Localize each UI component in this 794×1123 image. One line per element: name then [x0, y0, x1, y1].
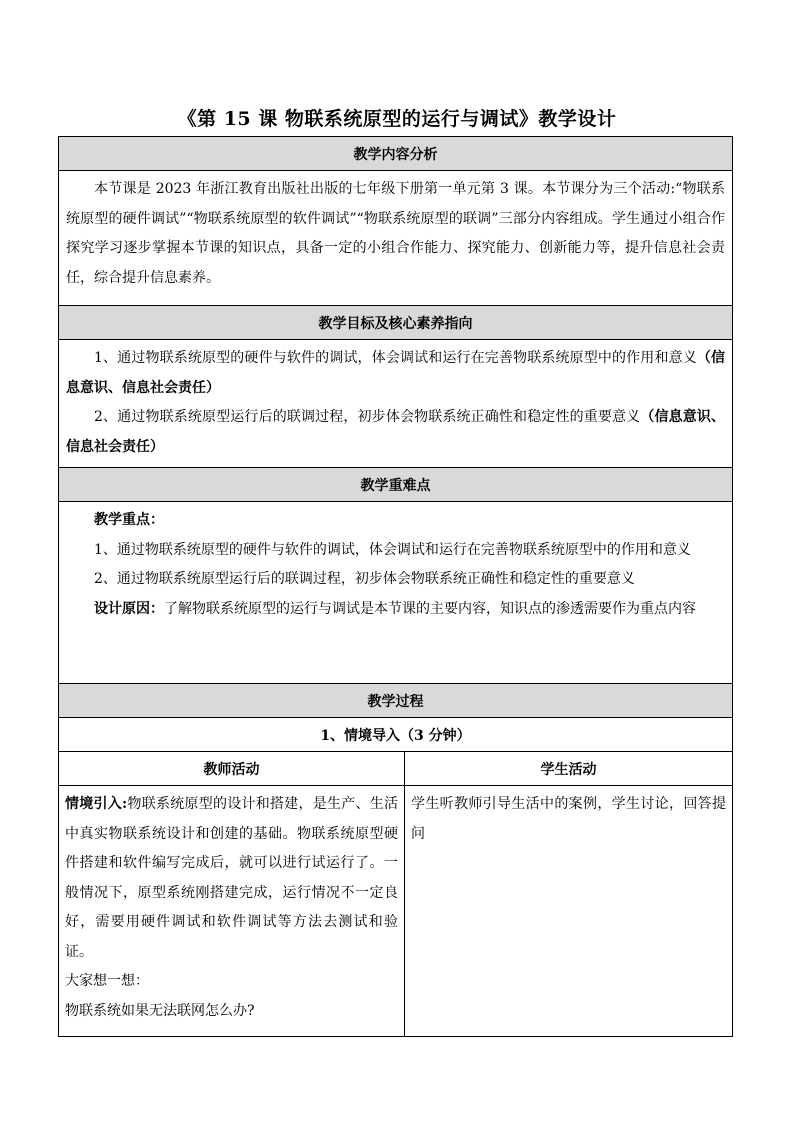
key-point-1: 1、通过物联系统原型的硬件与软件的调试，体会调试和运行在完善物联系统原型中的作用和意义 [94, 541, 691, 558]
key-points-label: 教学重点： [94, 512, 164, 528]
student-activity-cell [405, 786, 733, 1037]
teacher-activity-cell [59, 786, 405, 1037]
teacher-activity-label: 情境引入: [65, 796, 128, 812]
section-header-key-points: 教学重难点 [59, 468, 733, 502]
section-header-objectives: 教学目标及核心素养指向 [59, 306, 733, 340]
key-points-cell [59, 502, 733, 684]
page-title: 《第 15 课 物联系统原型的运行与调试》教学设计 [177, 108, 617, 130]
objective-1-tag: （信息意识、信息社会责任） [66, 350, 726, 396]
teacher-activity-body: 物联系统原型的设计和搭建，是生产、生活中真实物联系统设计和创建的基础。物联系统原型硬件搭建和软件编写完成后，就可以进行试运行了。一般情况下，原型系统刚搭建完成，运行情况不一定良好，需要用硬件调试和软件调试等方法去测试和验证。 [65, 796, 399, 960]
column-header-student: 学生活动 [405, 752, 733, 786]
content-analysis-text: 本节课是 2023 年浙江教育出版社出版的七年级下册第一单元第 3 课。本节课分为三个活动:“物联系统原型的硬件调试”“物联系统原型的软件调试”“物联系统原型的联调”三部分内容组成。学生通过小组合作探究学习逐步掌握本节课的知识点，具备一定的小组合作能力、探究能力、创新能力等，提升信息社会责任，综合提升信息素养。 [66, 181, 725, 286]
student-activity-text: 学生听教师引导生活中的案例，学生讨论，回答提问 [411, 796, 726, 842]
teacher-activity-prompt: 大家想一想： [65, 973, 149, 989]
section-header-process: 教学过程 [59, 684, 733, 718]
lesson-plan-table [58, 136, 733, 1037]
teacher-activity-question: 物联系统如果无法联网怎么办? [65, 1002, 255, 1019]
objective-1-text: 1、通过物联系统原型的硬件与软件的调试，体会调试和运行在完善物联系统原型中的作用和意义 [94, 350, 697, 366]
content-analysis-cell [59, 171, 733, 306]
design-reason-label: 设计原因： [94, 600, 164, 617]
objectives-cell [59, 340, 733, 468]
objective-item-2 [66, 403, 725, 462]
section-header-content-analysis: 教学内容分析 [59, 137, 733, 171]
design-reason [66, 595, 725, 625]
key-point-2: 2、通过物联系统原型运行后的联调过程，初步体会物联系统正确性和稳定性的重要意义 [94, 571, 635, 587]
design-reason-text: 了解物联系统原型的运行与调试是本节课的主要内容，知识点的渗透需要作为重点内容 [164, 600, 696, 617]
column-header-teacher: 教师活动 [59, 752, 405, 786]
objective-2-tag: （信息意识、信息社会责任） [66, 409, 726, 455]
objective-item-1 [66, 344, 725, 403]
teacher-activity-text [65, 790, 398, 967]
objective-2-text: 2、通过物联系统原型运行后的联调过程，初步体会物联系统正确性和稳定性的重要意义 [94, 409, 641, 425]
step-1-header: 1、情境导入（3 分钟） [59, 718, 733, 752]
